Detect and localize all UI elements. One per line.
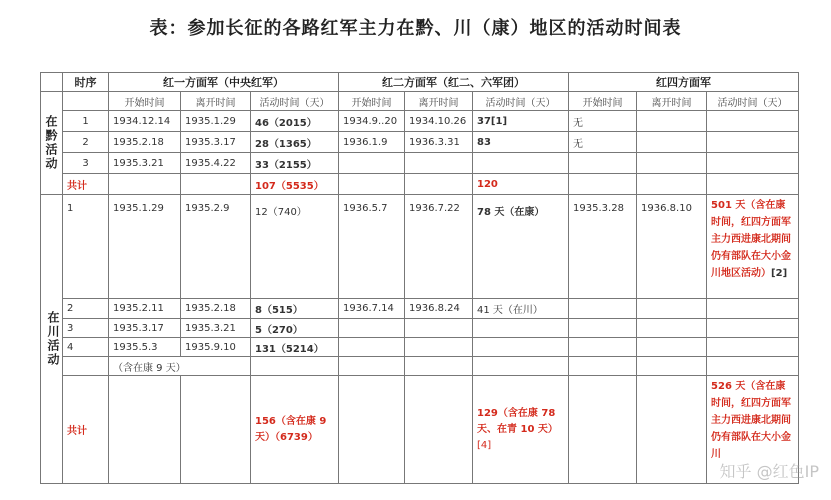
cell-a4-days — [707, 153, 799, 174]
empty-cell — [109, 174, 181, 195]
empty-cell — [637, 338, 707, 357]
header-army4: 红四方面军 — [569, 73, 799, 92]
cell-a1-leave: 1935.1.29 — [181, 111, 251, 132]
cell-a2-start — [339, 153, 405, 174]
empty-cell — [637, 174, 707, 195]
empty-cell — [181, 376, 251, 484]
empty-cell — [473, 319, 569, 338]
cell-order: 1 — [63, 111, 109, 132]
table-row — [41, 153, 799, 174]
header-army2: 红二方面军（红二、六军团） — [339, 73, 569, 92]
cell-a4-leave: 1936.8.10 — [637, 195, 707, 299]
cell-a1-start: 1935.2.18 — [109, 132, 181, 153]
note-cell: （含在康 9 天） — [109, 357, 251, 376]
cell-a4-leave — [637, 132, 707, 153]
table-row — [41, 132, 799, 153]
table-row-total — [41, 174, 799, 195]
table-row-note — [41, 357, 799, 376]
empty-cell — [707, 174, 799, 195]
empty-cell — [405, 338, 473, 357]
cell-a1-days: 28（1365） — [251, 132, 339, 153]
empty-cell — [569, 357, 637, 376]
cell-a1-leave: 1935.9.10 — [181, 338, 251, 357]
header-a4-start: 开始时间 — [569, 92, 637, 111]
cell-a4-days — [707, 132, 799, 153]
section-sichuan-label: 在川活动 — [41, 195, 63, 484]
cell-a1-start: 1934.12.14 — [109, 111, 181, 132]
empty-cell — [339, 338, 405, 357]
empty-cell — [637, 319, 707, 338]
cell-a2-leave: 1936.3.31 — [405, 132, 473, 153]
empty-cell — [473, 338, 569, 357]
header-army1: 红一方面军（中央红军） — [109, 73, 339, 92]
empty-cell — [339, 319, 405, 338]
header-a2-days: 活动时间（天） — [473, 92, 569, 111]
cell-a4-start: 1935.3.28 — [569, 195, 637, 299]
empty-cell — [63, 357, 109, 376]
empty-cell — [473, 357, 569, 376]
cell-a1-days: 8（515） — [251, 299, 339, 319]
cell-order: 4 — [63, 338, 109, 357]
cell-a4-days — [707, 195, 799, 299]
a4-days-ref: [2] — [771, 268, 788, 279]
empty-cell — [707, 299, 799, 319]
header-order: 时序 — [63, 73, 109, 92]
empty-cell — [339, 376, 405, 484]
cell-a4-leave — [637, 153, 707, 174]
cell-a2-days: 78 天（在康） — [473, 195, 569, 299]
corner-cell — [41, 73, 63, 92]
cell-a1-days: 5（270） — [251, 319, 339, 338]
header-a1-days: 活动时间（天） — [251, 92, 339, 111]
header-a1-leave: 离开时间 — [181, 92, 251, 111]
cell-a1-leave: 1935.4.22 — [181, 153, 251, 174]
cell-a1-start: 1935.5.3 — [109, 338, 181, 357]
empty-cell — [637, 299, 707, 319]
total-label: 共计 — [63, 376, 109, 484]
cell-a4-start: 无 — [569, 111, 637, 132]
watermark: 知乎 @红色IP — [719, 462, 819, 481]
empty-cell — [405, 376, 473, 484]
empty-cell — [405, 174, 473, 195]
page-title: 表：参加长征的各路红军主力在黔、川（康）地区的活动时间表 — [149, 18, 682, 39]
empty-cell — [707, 319, 799, 338]
cell-a2-start: 1936.7.14 — [339, 299, 405, 319]
cell-a4-days — [707, 111, 799, 132]
total-a2-ref: [4] — [477, 439, 492, 451]
empty-cell — [707, 357, 799, 376]
header-a2-leave: 离开时间 — [405, 92, 473, 111]
empty-cell — [569, 376, 637, 484]
cell-order: 3 — [63, 319, 109, 338]
cell-a2-days: 83 — [473, 132, 569, 153]
empty-cell — [569, 174, 637, 195]
cell-a2-start: 1936.5.7 — [339, 195, 405, 299]
header-a1-start: 开始时间 — [109, 92, 181, 111]
cell-a2-start: 1934.9..20 — [339, 111, 405, 132]
cell-a1-leave: 1935.2.18 — [181, 299, 251, 319]
empty-cell — [181, 174, 251, 195]
total-a1: 107（5535） — [251, 174, 339, 195]
table-row — [41, 195, 799, 299]
cell-a1-leave: 1935.3.17 — [181, 132, 251, 153]
cell-a2-leave: 1934.10.26 — [405, 111, 473, 132]
empty-cell — [569, 319, 637, 338]
cell-a1-days: 46（2015） — [251, 111, 339, 132]
cell-a2-leave: 1936.7.22 — [405, 195, 473, 299]
a4-days-text: 501 天（含在康时间，红四方面军主力西进康北期间仍有部队在大小金川地区活动） — [711, 200, 792, 279]
section-guizhou-label: 在黔活动 — [41, 92, 63, 195]
empty-cell — [569, 299, 637, 319]
header-a4-leave: 离开时间 — [637, 92, 707, 111]
cell-a1-days: 131（5214） — [251, 338, 339, 357]
cell-a4-start — [569, 153, 637, 174]
cell-order: 3 — [63, 153, 109, 174]
table-row-total — [41, 376, 799, 484]
empty-cell — [339, 357, 405, 376]
total-a2: 120 — [473, 174, 569, 195]
cell-a2-days: 37[1] — [473, 111, 569, 132]
header-empty — [63, 92, 109, 111]
total-a4: 526 天（含在康时间，红四方面军主力西进康北期间仍有部队在大小金川 — [707, 376, 799, 484]
cell-a1-start: 1935.2.11 — [109, 299, 181, 319]
cell-order: 2 — [63, 299, 109, 319]
empty-cell — [637, 357, 707, 376]
empty-cell — [707, 338, 799, 357]
cell-a1-days: 33（2155） — [251, 153, 339, 174]
cell-order: 2 — [63, 132, 109, 153]
table-row — [41, 319, 799, 338]
activity-table — [40, 72, 799, 484]
cell-a2-days: 41 天（在川） — [473, 299, 569, 319]
empty-cell — [405, 319, 473, 338]
header-a4-days: 活动时间（天） — [707, 92, 799, 111]
cell-a1-start: 1935.3.21 — [109, 153, 181, 174]
total-a2-cell — [473, 376, 569, 484]
table-row — [41, 299, 799, 319]
cell-a4-start: 无 — [569, 132, 637, 153]
cell-a1-days: 12（740） — [251, 195, 339, 299]
cell-a1-start: 1935.3.17 — [109, 319, 181, 338]
empty-cell — [109, 376, 181, 484]
cell-order: 1 — [63, 195, 109, 299]
total-label: 共计 — [63, 174, 109, 195]
empty-cell — [405, 357, 473, 376]
cell-a2-start: 1936.1.9 — [339, 132, 405, 153]
total-a2: 129（含在康 78 天、在青 10 天） — [477, 407, 558, 435]
total-a1: 156（含在康 9 天）（6739） — [251, 376, 339, 484]
empty-cell — [339, 174, 405, 195]
cell-a2-leave — [405, 153, 473, 174]
cell-a2-days — [473, 153, 569, 174]
cell-a4-leave — [637, 111, 707, 132]
cell-a1-leave: 1935.3.21 — [181, 319, 251, 338]
empty-cell — [637, 376, 707, 484]
cell-a2-leave: 1936.8.24 — [405, 299, 473, 319]
cell-a1-start: 1935.1.29 — [109, 195, 181, 299]
header-a2-start: 开始时间 — [339, 92, 405, 111]
empty-cell — [569, 338, 637, 357]
table-row — [41, 111, 799, 132]
cell-a1-leave: 1935.2.9 — [181, 195, 251, 299]
table-row — [41, 338, 799, 357]
empty-cell — [251, 357, 339, 376]
